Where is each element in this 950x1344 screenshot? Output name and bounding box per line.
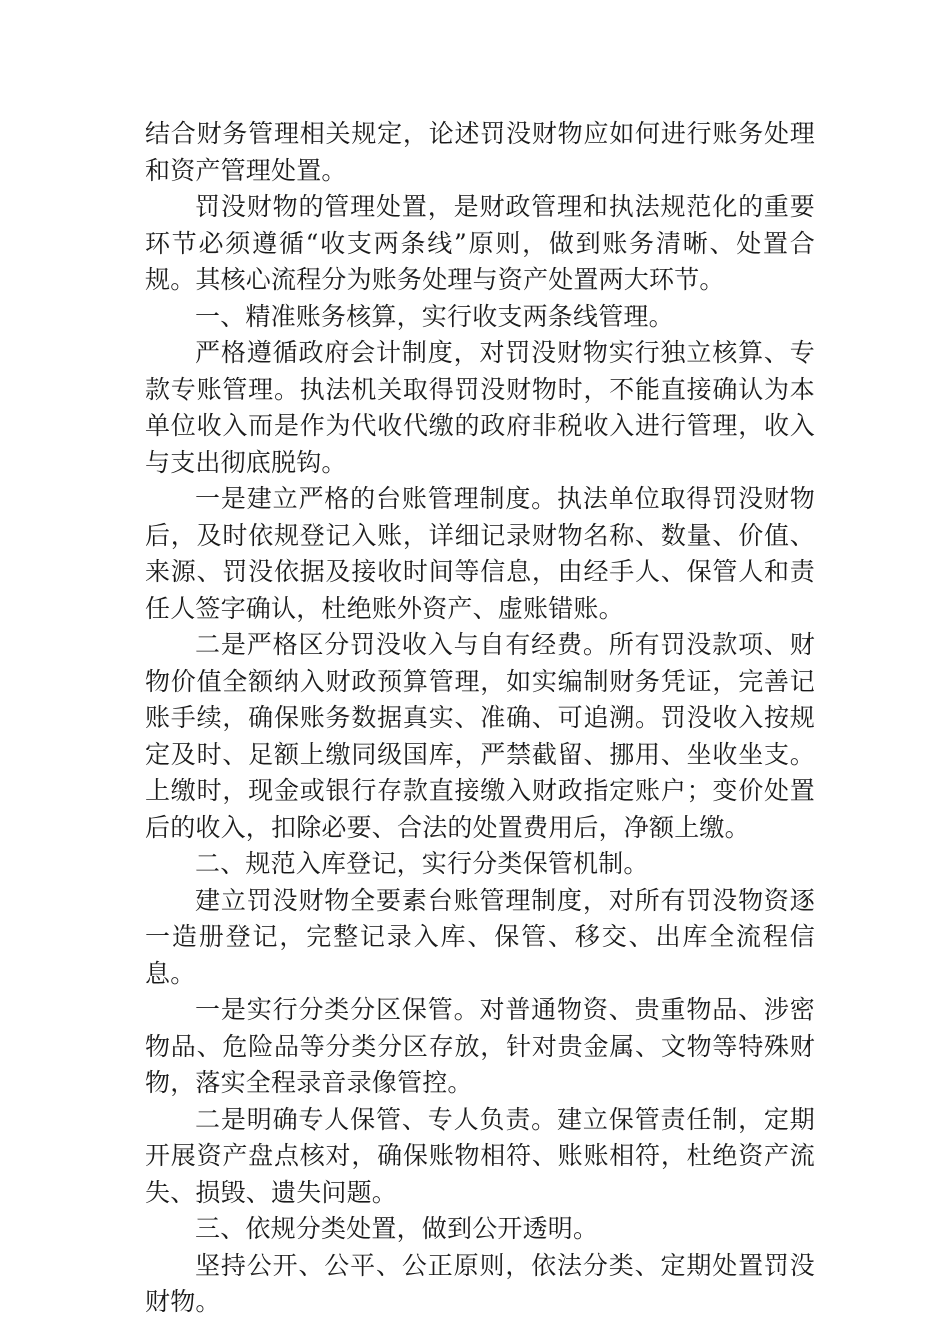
paragraph-section-2-point-1: 一是实行分类分区保管。对普通物资、贵重物品、涉密物品、危险品等分类分区存放，针对贵金属、文物等特殊财物，落实全程录音录像管控。	[145, 995, 815, 1097]
paragraph-intro: 罚没财物的管理处置，是财政管理和执法规范化的重要环节必须遵循“收支两条线”原则，做到账务清晰、处置合规。其核心流程分为账务处理与资产处置两大环节。	[145, 192, 815, 294]
paragraph-section-1-point-1: 一是建立严格的台账管理制度。执法单位取得罚没财物后，及时依规登记入账，详细记录财物名称、数量、价值、来源、罚没依据及接收时间等信息，由经手人、保管人和责任人签字确认，杜绝账外资产、虚账错账。	[145, 484, 815, 623]
paragraph-section-3-body: 坚持公开、公平、公正原则，依法分类、定期处置罚没财物。	[145, 1250, 815, 1316]
paragraph-question-tail: 结合财务管理相关规定，论述罚没财物应如何进行账务处理和资产管理处置。	[145, 119, 815, 185]
paragraph-section-2-body: 建立罚没财物全要素台账管理制度，对所有罚没物资逐一造册登记，完整记录入库、保管、移交、出库全流程信息。	[145, 885, 815, 988]
heading-section-3: 三、依规分类处置，做到公开透明。	[195, 1214, 599, 1243]
paragraph-section-2-point-2: 二是明确专人保管、专人负责。建立保管责任制，定期开展资产盘点核对，确保账物相符、账账相符，杜绝资产流失、损毁、遗失问题。	[145, 1104, 815, 1207]
heading-section-2: 二、规范入库登记，实行分类保管机制。	[195, 849, 649, 878]
paragraph-section-1-body: 严格遵循政府会计制度，对罚没财物实行独立核算、专款专账管理。执法机关取得罚没财物时，不能直接确认为本单位收入而是作为代收代缴的政府非税收入进行管理，收入与支出彻底脱钩。	[145, 338, 815, 477]
heading-section-1: 一、精准账务核算，实行收支两条线管理。	[195, 301, 674, 331]
paragraph-section-1-point-2: 二是严格区分罚没收入与自有经费。所有罚没款项、财物价值全额纳入财政预算管理，如实编制财务凭证，完善记账手续，确保账务数据真实、准确、可追溯。罚没收入按规定及时、足额上缴同级国库，严禁截留、挪用、坐收坐支。上缴时，现金或银行存款直接缴入财政指定账户；变价处置后的收入，扣除必要、合法的处置费用后，净额上缴。	[145, 630, 815, 842]
document-body	[145, 116, 815, 1321]
